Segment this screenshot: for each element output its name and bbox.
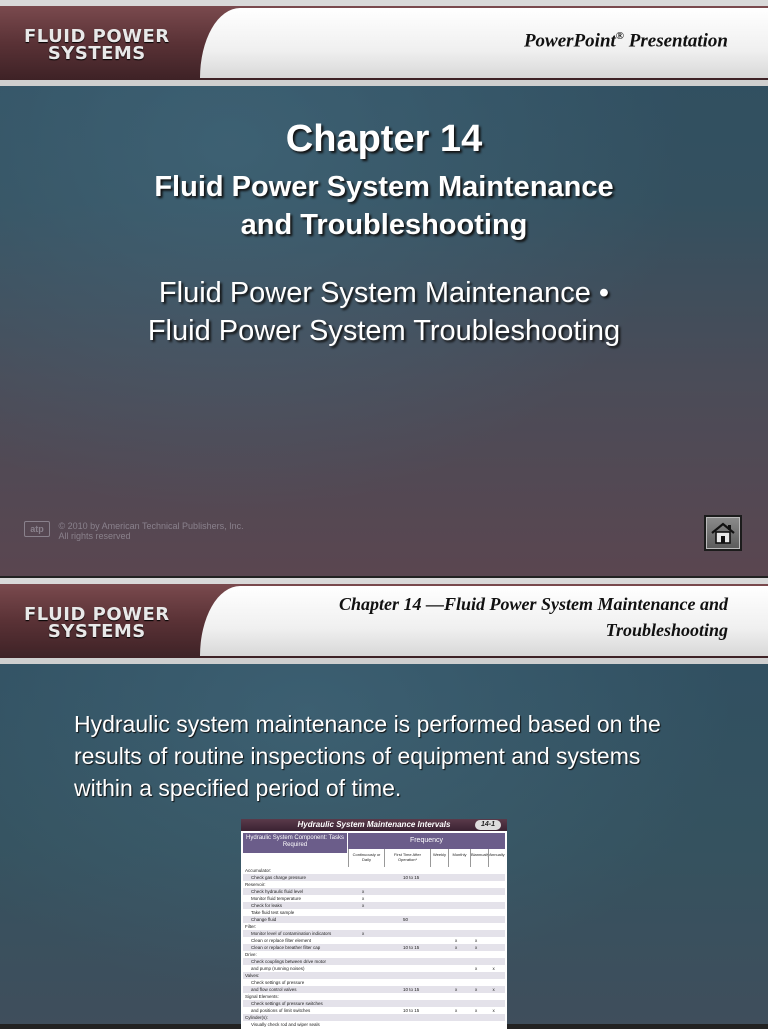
table-cell-task: and flow control valves: [251, 987, 297, 992]
header-bottom-line: [0, 80, 768, 86]
fluid-power-logo-2: [24, 606, 170, 640]
table-row: [243, 895, 505, 902]
table-cell-value: x: [492, 987, 495, 992]
figure-title-text: Hydraulic System Maintenance Intervals: [297, 820, 451, 829]
table-cell-value: x: [362, 896, 365, 901]
table-cell-value: 50: [403, 917, 409, 922]
table-cell-task: Clean or replace breather filter cap: [251, 945, 321, 950]
table-cell-task: Check gas charge pressure: [251, 875, 307, 880]
figure-number: 14-1: [475, 820, 501, 830]
table-cell-task: Monitor fluid temperature: [251, 896, 302, 901]
header-bottom-line-2: [0, 658, 768, 664]
table-cell-value: x: [492, 1008, 495, 1013]
logo-line-2: SYSTEMS: [47, 43, 146, 64]
registered-mark: ®: [615, 30, 625, 42]
table-row: [243, 1000, 505, 1007]
slide-header-2: [0, 578, 768, 664]
figure-column-header: Monthly: [448, 849, 470, 867]
table-row: [243, 993, 505, 1000]
table-row: [243, 1014, 505, 1021]
table-row: [243, 944, 505, 951]
table-row: [243, 965, 505, 972]
table-cell-value: x: [475, 938, 478, 943]
table-cell-value: x: [455, 1008, 458, 1013]
table-cell-value: x: [475, 945, 478, 950]
chapter-header-title: [228, 591, 728, 643]
table-cell-task: Monitor level of contamination indicators: [251, 931, 332, 936]
table-cell-value: 10 to 15: [403, 987, 420, 992]
table-cell-task: Cylinder(s):: [245, 1015, 269, 1020]
presentation-label-main: PowerPoint: [523, 30, 616, 52]
figure-column-header: First Time After Operation*: [384, 849, 430, 867]
subtitle-line-1: Fluid Power System Maintenance: [154, 171, 614, 203]
topics-line-1: Fluid Power System Maintenance •: [158, 277, 610, 309]
logo-line-1: FLUID POWER: [24, 26, 170, 47]
chapter-subtitle: [0, 168, 768, 244]
table-cell-value: 10 to 15: [403, 945, 420, 950]
maintenance-intervals-figure: [241, 819, 507, 1029]
content-slide: [0, 578, 768, 1027]
chapter-header-line-2: Troubleshooting: [605, 620, 728, 640]
figure-column-header: Weekly: [430, 849, 448, 867]
fluid-power-logo: [24, 28, 170, 62]
table-cell-task: Check hydraulic fluid level: [251, 889, 304, 894]
presentation-label: [524, 30, 728, 52]
logo-line-2: SYSTEMS: [47, 621, 146, 642]
table-cell-value: x: [455, 987, 458, 992]
table-cell-task: Change fluid: [251, 917, 277, 922]
copyright-notice: [24, 521, 244, 541]
table-cell-value: x: [475, 1008, 478, 1013]
table-cell-task: Visually check rod and wiper seals: [251, 1022, 320, 1027]
figure-title: [241, 819, 507, 831]
table-cell-task: Accumulator:: [245, 868, 272, 873]
table-row: [243, 867, 505, 874]
table-cell-value: x: [455, 938, 458, 943]
table-row: [243, 1007, 505, 1014]
table-cell-task: Clean or replace filter element: [251, 938, 312, 943]
table-cell-task: Check for leaks: [251, 903, 283, 908]
table-cell-value: x: [475, 966, 478, 971]
table-row: [243, 1021, 505, 1028]
slide-header: [0, 0, 768, 86]
figure-column-header: Biannually: [470, 849, 488, 867]
table-cell-task: Filter:: [245, 924, 257, 929]
figure-column-header: Continuously or Daily: [348, 849, 384, 867]
table-cell-task: Valves:: [245, 973, 260, 978]
table-row: [243, 874, 505, 881]
figure-head-right: Frequency: [348, 833, 505, 849]
chapter-topics: [0, 274, 768, 350]
table-cell-value: x: [492, 966, 495, 971]
body-paragraph: Hydraulic system maintenance is performed based on the results of routine inspections of equipment and systems within a specified period of time.: [74, 711, 661, 801]
table-cell-task: Check settings of pressure switches: [251, 1001, 323, 1006]
table-cell-task: and pump (running noises): [251, 966, 305, 971]
table-row: [243, 923, 505, 930]
table-cell-value: x: [362, 889, 365, 894]
topics-line-2: Fluid Power System Troubleshooting: [147, 315, 621, 347]
copyright-line-2: All rights reserved: [58, 531, 131, 541]
table-cell-value: 10 to 15: [403, 875, 420, 880]
table-row: [243, 916, 505, 923]
table-row: [243, 951, 505, 958]
figure-column-header: Annually: [488, 849, 505, 867]
figure-table-body: [243, 867, 505, 1029]
presentation-label-suffix: Presentation: [624, 30, 728, 52]
table-cell-task: Reservoir:: [245, 882, 266, 887]
table-cell-value: x: [362, 903, 365, 908]
table-cell-task: Take fluid test sample: [251, 910, 295, 915]
table-cell-task: Check couplings between drive motor: [251, 959, 327, 964]
atp-logo: atp: [24, 521, 50, 537]
table-cell-value: x: [455, 945, 458, 950]
table-row: [243, 909, 505, 916]
table-cell-value: 10 to 15: [403, 1008, 420, 1013]
table-row: [243, 888, 505, 895]
table-cell-task: Check settings of pressure: [251, 980, 305, 985]
home-button[interactable]: [704, 515, 742, 551]
copyright-text: [59, 521, 244, 541]
home-icon: [706, 517, 740, 549]
table-row: [243, 979, 505, 986]
logo-line-1: FLUID POWER: [24, 604, 170, 625]
copyright-line-1: © 2010 by American Technical Publishers, Inc.: [58, 521, 244, 531]
chapter-title: Chapter 14: [285, 118, 483, 160]
table-cell-task: Signal Elements:: [245, 994, 279, 999]
table-row: [243, 937, 505, 944]
subtitle-line-2: and Troubleshooting: [240, 209, 528, 241]
table-row: [243, 930, 505, 937]
table-cell-value: x: [362, 931, 365, 936]
table-cell-value: x: [475, 987, 478, 992]
table-row: [243, 972, 505, 979]
figure-head-left: Hydraulic System Component: Tasks Required: [243, 833, 347, 853]
chapter-header-line-1: Chapter 14 —Fluid Power System Maintenance and: [338, 594, 728, 614]
table-row: [243, 958, 505, 965]
table-row: [243, 881, 505, 888]
table-cell-task: Drive:: [245, 952, 257, 957]
table-row: [243, 902, 505, 909]
table-cell-task: and positions of limit switches: [251, 1008, 311, 1013]
table-row: [243, 986, 505, 993]
figure-column-headers: [348, 849, 505, 867]
